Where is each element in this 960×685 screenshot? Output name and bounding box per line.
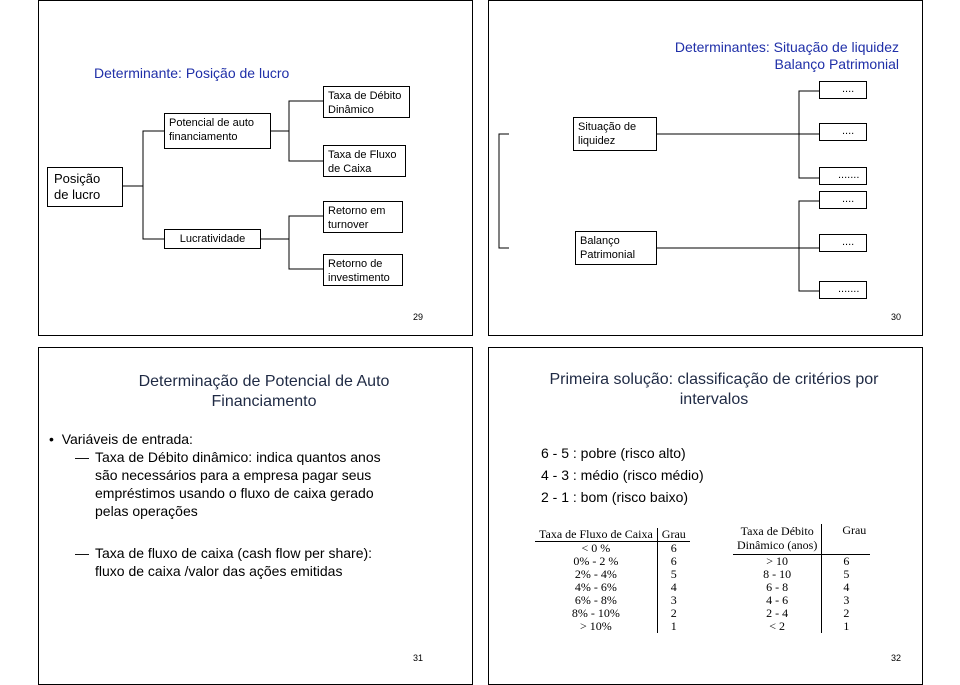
node-potencial-auto-financiamento bbox=[164, 113, 271, 149]
table-cell: 2 bbox=[670, 606, 677, 620]
table-cell: 3 bbox=[670, 593, 677, 607]
item-line: Taxa de fluxo de caixa (cash flow per share): bbox=[95, 545, 373, 561]
table-cell: 2% - 4% bbox=[535, 568, 657, 581]
node-label: Taxa de Débito Dinâmico bbox=[328, 90, 402, 116]
table-row bbox=[733, 620, 870, 633]
table-cell: 6% - 8% bbox=[535, 594, 657, 607]
item-line: Taxa de Débito dinâmico: indica quantos anos bbox=[95, 449, 381, 465]
slide-32 bbox=[488, 347, 923, 685]
table-cell: 0% - 2 % bbox=[535, 555, 657, 568]
node-label: Potencial de auto financiamento bbox=[169, 117, 255, 143]
node-retorno-investimento bbox=[323, 254, 403, 286]
table-taxa-debito-dinamico bbox=[733, 524, 870, 633]
table-row bbox=[733, 568, 870, 581]
criteria-item: 4 - 3 : médio (risco médio) bbox=[541, 467, 704, 483]
node-label: Balanço Patrimonial bbox=[580, 235, 636, 261]
table-cell: 8 - 10 bbox=[733, 568, 822, 581]
item-line: fluxo de caixa /valor das ações emitidas bbox=[95, 563, 343, 579]
node-label: Situação de liquidez bbox=[578, 121, 637, 147]
table-row bbox=[535, 542, 690, 556]
node-label: Retorno de investimento bbox=[328, 258, 390, 284]
table-cell: > 10% bbox=[535, 620, 657, 633]
slide-title: Determinante: Posição de lucro bbox=[94, 65, 290, 81]
table-cell: 4 bbox=[843, 580, 850, 594]
page-number: 30 bbox=[891, 312, 902, 322]
table-cell: 2 - 4 bbox=[733, 607, 822, 620]
table-cell: 6 bbox=[670, 541, 677, 555]
dash-icon: — bbox=[75, 449, 89, 465]
bullet-variaveis bbox=[49, 430, 193, 448]
table-cell: < 0 % bbox=[535, 542, 657, 556]
leaf-label: .... bbox=[842, 236, 855, 248]
column-header: Grau bbox=[822, 524, 871, 555]
table-cell: 6 - 8 bbox=[733, 581, 822, 594]
table-cell: 2 bbox=[843, 606, 850, 620]
node-label: Lucratividade bbox=[179, 233, 246, 245]
list-item-taxa-fluxo bbox=[75, 544, 372, 580]
title-line-2: Financiamento bbox=[211, 393, 317, 410]
table-row bbox=[733, 581, 870, 594]
table-cell: 6 bbox=[670, 554, 677, 568]
criteria-item: 2 - 1 : bom (risco baixo) bbox=[541, 489, 689, 505]
node-retorno-turnover bbox=[323, 201, 403, 233]
table-cell: 6 bbox=[843, 554, 850, 568]
leaf-label: .... bbox=[842, 125, 855, 137]
dash-icon: — bbox=[75, 545, 89, 561]
title-line-2: Balanço Patrimonial bbox=[774, 56, 899, 72]
page-number: 29 bbox=[413, 312, 424, 322]
slide-30 bbox=[488, 0, 923, 336]
header-line: Dinâmico (anos) bbox=[737, 538, 818, 552]
leaf-5 bbox=[819, 234, 867, 252]
leaf-4 bbox=[819, 191, 867, 209]
node-label: Retorno em turnover bbox=[328, 205, 386, 231]
table-cell: 1 bbox=[670, 619, 677, 633]
table-row bbox=[535, 607, 690, 620]
table-row bbox=[535, 620, 690, 633]
slide-31 bbox=[38, 347, 473, 685]
node-balanco-patrimonial bbox=[575, 231, 657, 265]
bullet-label: Variáveis de entrada: bbox=[61, 431, 193, 447]
table-cell: 8% - 10% bbox=[535, 607, 657, 620]
table-header-row bbox=[535, 528, 690, 542]
node-label: Posição de lucro bbox=[54, 171, 101, 202]
column-header bbox=[733, 524, 822, 555]
node-label: Taxa de Fluxo de Caixa bbox=[328, 149, 397, 175]
page-number: 31 bbox=[413, 653, 424, 663]
table-cell: 3 bbox=[843, 593, 850, 607]
leaf-6 bbox=[819, 281, 867, 299]
table-row bbox=[733, 555, 870, 569]
bullet-dot-icon: • bbox=[49, 431, 54, 447]
slide-29 bbox=[38, 0, 473, 336]
header-line: Taxa de Débito bbox=[740, 524, 814, 538]
item-line: pelas operações bbox=[95, 503, 198, 519]
slide-title bbox=[79, 372, 449, 412]
node-taxa-fluxo-caixa bbox=[323, 145, 406, 177]
slide-title bbox=[529, 39, 899, 73]
node-taxa-debito-dinamico bbox=[323, 86, 410, 118]
title-line-2: intervalos bbox=[679, 391, 749, 408]
title-line-1: Determinantes: Situação de liquidez bbox=[674, 39, 899, 55]
table-cell: 4 - 6 bbox=[733, 594, 822, 607]
table-cell: 1 bbox=[843, 619, 850, 633]
table-cell: 5 bbox=[670, 567, 677, 581]
table-header-row bbox=[733, 524, 870, 555]
table-row bbox=[733, 594, 870, 607]
item-line: são necessários para a empresa pagar seus bbox=[95, 467, 372, 483]
node-lucratividade bbox=[164, 229, 261, 249]
leaf-label: .... bbox=[842, 83, 855, 95]
leaf-label: ....... bbox=[838, 169, 860, 181]
title-line-1: Determinação de Potencial de Auto bbox=[138, 373, 390, 390]
page-number: 32 bbox=[891, 653, 902, 663]
table-taxa-fluxo-caixa bbox=[535, 528, 690, 633]
table-cell: 4 bbox=[670, 580, 677, 594]
leaf-label: .... bbox=[842, 193, 855, 205]
node-posicao-de-lucro bbox=[47, 167, 123, 207]
table-cell: 4% - 6% bbox=[535, 581, 657, 594]
table-cell: < 2 bbox=[733, 620, 822, 633]
table-cell: > 10 bbox=[733, 555, 822, 569]
leaf-2 bbox=[819, 123, 867, 141]
item-line: empréstimos usando o fluxo de caixa gerado bbox=[95, 485, 374, 501]
leaf-label: ....... bbox=[838, 283, 860, 295]
table-cell: 5 bbox=[843, 567, 850, 581]
list-item-taxa-debito bbox=[75, 448, 381, 520]
leaf-1 bbox=[819, 81, 867, 99]
slide-title bbox=[519, 370, 909, 410]
criteria-list bbox=[541, 442, 704, 508]
node-situacao-liquidez bbox=[573, 117, 657, 151]
leaf-3 bbox=[819, 167, 867, 185]
title-line-1: Primeira solução: classificação de critérios por bbox=[549, 371, 879, 388]
criteria-item: 6 - 5 : pobre (risco alto) bbox=[541, 445, 686, 461]
column-header: Taxa de Fluxo de Caixa bbox=[535, 528, 657, 542]
column-header: Grau bbox=[657, 528, 690, 542]
table-row bbox=[733, 607, 870, 620]
